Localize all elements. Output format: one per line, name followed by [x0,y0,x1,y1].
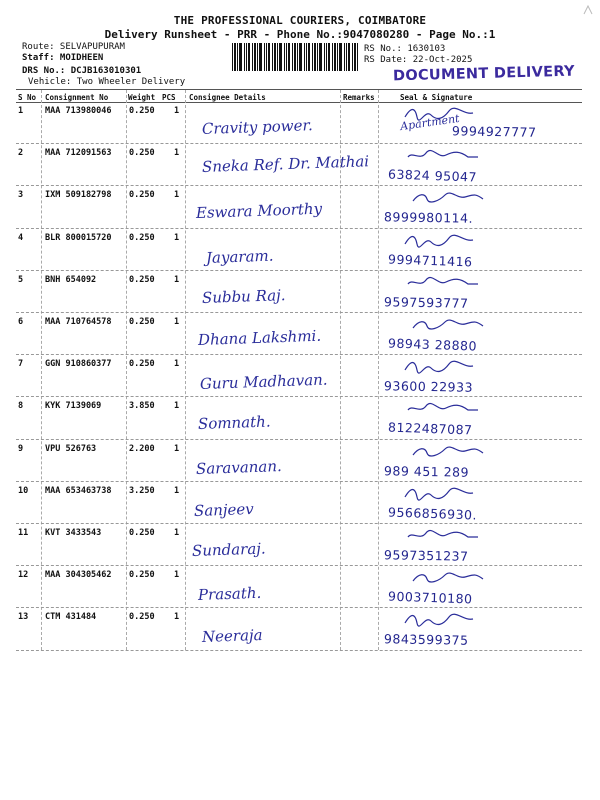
table-row [16,524,582,566]
serial-number: 8 [18,401,24,412]
col-seal: Seal & Signature [400,93,473,102]
signature [406,147,486,165]
consignment-number: MAA 653463738 [45,485,112,496]
weight-value: 0.250 [129,570,155,581]
phone-number: 8999980114. [383,209,474,227]
table-row [16,440,582,482]
phone-number: 9597593777 [383,294,469,311]
page-corner-mark [582,4,594,16]
serial-number: 7 [18,359,24,370]
table-row [16,355,582,397]
consignee-name: Saravanan. [195,456,283,478]
consignment-number: BNH 654092 [45,274,97,285]
consignee-name: Dhana Lakshmi. [197,326,322,349]
signature [403,611,483,629]
barcode [232,43,358,71]
serial-number: 11 [18,528,29,538]
signature [409,189,489,207]
weight-value: 0.250 [129,148,155,159]
pieces-count: 1 [174,443,180,454]
consignee-name: Sneka Ref. Dr. Mathai [201,152,370,177]
table-row [16,271,582,313]
consignment-number: KYK 7139069 [45,401,102,412]
consignment-number: GGN 910860377 [45,359,112,370]
phone-number: 9566856930. [387,504,478,523]
table-row [16,313,582,355]
phone-number: 989 451 289 [383,462,470,480]
consignee-name: Subbu Raj. [201,285,286,307]
phone-number: 9994927777 [451,123,537,140]
phone-number: 8122487087 [387,419,473,438]
pieces-count: 1 [174,485,180,496]
pieces-count: 1 [174,570,180,581]
col-weight: Weight [128,93,156,102]
serial-number: 9 [18,443,24,454]
phone-number: 98943 28880 [387,335,478,354]
address-note: Apartment [399,111,461,134]
serial-number: 1 [18,106,24,116]
consignment-number: CTM 431484 [45,612,97,623]
col-consignee: Consignee Details [189,93,266,102]
table-row [16,482,582,524]
pieces-count: 1 [174,612,180,623]
table-row [16,566,582,608]
consignee-name: Jayaram. [205,246,274,267]
pieces-count: 1 [174,232,180,243]
weight-value: 2.200 [129,443,155,454]
weight-value: 3.850 [129,401,155,412]
col-pcs: PCS [162,93,176,102]
signature [406,274,486,292]
consignment-number: KVT 3433543 [45,528,102,538]
weight-value: 3.250 [129,485,155,496]
pieces-count: 1 [174,190,180,201]
consignment-number: MAA 713980046 [45,106,112,116]
row-divider [16,650,582,651]
signature [406,400,486,418]
consignment-number: MAA 712091563 [45,148,112,159]
phone-number: 63824 95047 [387,166,478,185]
table-row [16,397,582,439]
phone-number: 9597351237 [383,547,469,564]
consignee-name: Sanjeev [193,499,255,520]
signature [403,485,483,503]
pieces-count: 1 [174,106,180,116]
serial-number: 4 [18,232,24,243]
col-remarks: Remarks [343,93,375,102]
pieces-count: 1 [174,401,180,412]
pieces-count: 1 [174,148,180,159]
pieces-count: 1 [174,359,180,370]
consignment-number: IXM 509182798 [45,190,112,201]
runsheet-subtitle: Delivery Runsheet - PRR - Phone No.:9047080280 - Page No.:1 [104,28,496,41]
pieces-count: 1 [174,274,180,285]
signature [409,569,489,587]
consignee-name: Neeraja [201,626,263,647]
consignment-number: MAA 710764578 [45,317,112,327]
weight-value: 0.250 [129,190,155,201]
signature [409,443,489,461]
phone-number: 9843599375 [383,631,469,649]
weight-value: 0.250 [129,317,155,327]
table-row [16,102,582,144]
col-consignment: Consignment No [45,93,109,102]
weight-value: 0.250 [129,612,155,623]
consignee-name: Cravity power. [201,116,314,138]
table-row [16,608,582,650]
serial-number: 3 [18,190,24,201]
consignment-number: BLR 800015720 [45,232,112,243]
signature [403,232,483,250]
serial-number: 13 [18,612,29,623]
weight-value: 0.250 [129,528,155,538]
route-label: Route: SELVAPUPURAM [22,42,125,52]
drs-label: DRS No.: DCJB163010301 [22,66,142,76]
consignee-name: Guru Madhavan. [199,370,328,394]
document-delivery-stamp: DOCUMENT DELIVERY [392,63,576,85]
pieces-count: 1 [174,317,180,327]
serial-number: 2 [18,148,24,159]
staff-label: Staff: MOIDHEEN [22,53,104,63]
serial-number: 5 [18,274,24,285]
phone-number: 9994711416 [387,251,473,270]
vehicle-label: Vehicle: Two Wheeler Delivery [28,77,186,87]
serial-number: 12 [18,570,29,581]
serial-number: 6 [18,317,24,327]
rs-date: RS Date: 22-Oct-2025 [364,55,473,65]
phone-number: 93600 22933 [383,378,474,395]
consignee-name: Sundaraj. [191,539,266,560]
serial-number: 10 [18,485,29,496]
consignee-name: Prasath. [197,583,262,605]
table-top-rule [16,89,582,90]
weight-value: 0.250 [129,359,155,370]
weight-value: 0.250 [129,274,155,285]
consignment-number: MAA 304305462 [45,570,112,581]
consignment-number: VPU 526763 [45,443,97,454]
table-row [16,229,582,271]
signature [409,316,489,334]
signature [403,358,483,376]
weight-value: 0.250 [129,106,155,116]
col-sno: S No [18,93,37,102]
table-row [16,186,582,228]
pieces-count: 1 [174,528,180,538]
phone-number: 9003710180 [387,588,473,607]
signature [406,527,486,545]
consignee-name: Eswara Moorthy [195,199,323,223]
table-row [16,144,582,186]
rs-number: RS No.: 1630103 [364,44,446,54]
consignee-name: Somnath. [197,412,271,434]
weight-value: 0.250 [129,232,155,243]
company-title: THE PROFESSIONAL COURIERS, COIMBATORE [173,14,427,27]
